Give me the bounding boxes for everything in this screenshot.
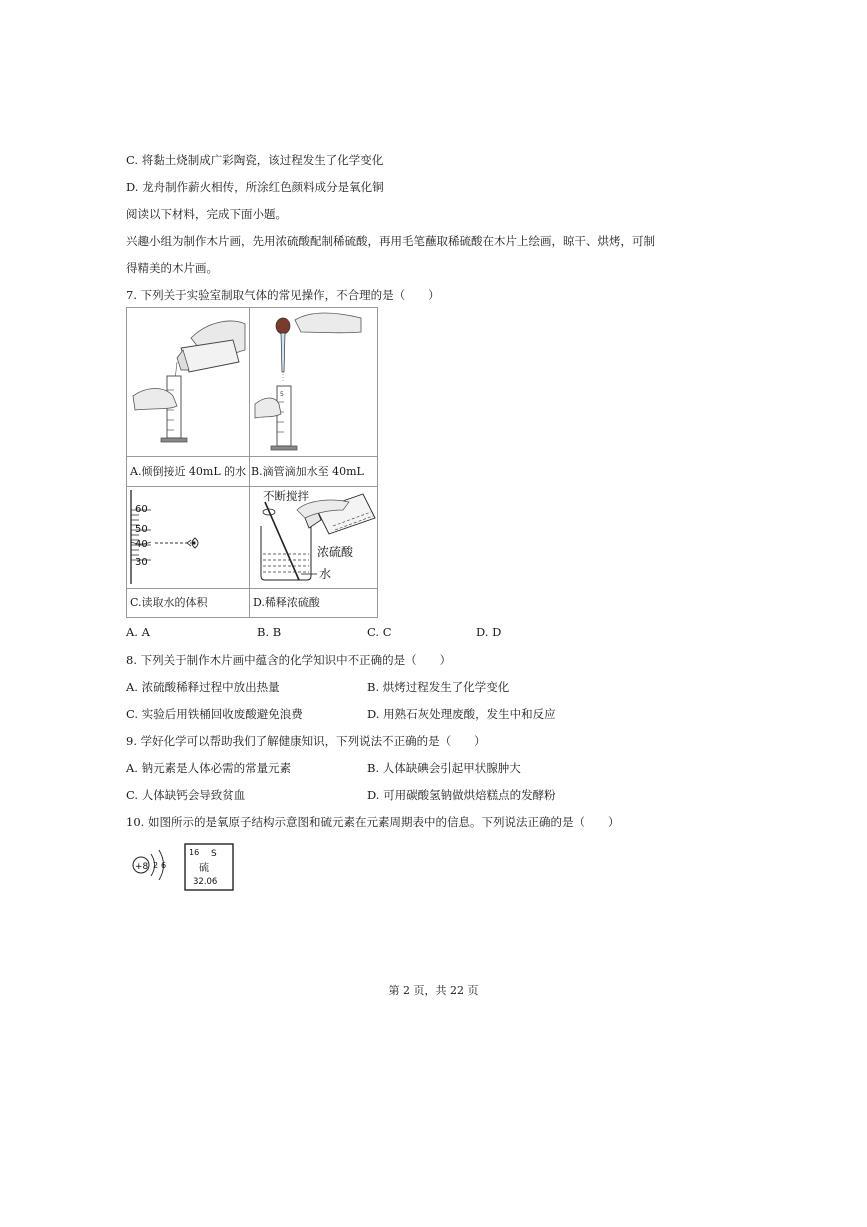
- q8-option-a: A. 浓硫酸稀释过程中放出热量: [126, 680, 280, 694]
- reading-volume-illustration: [129, 488, 247, 586]
- q8-option-b: B. 烘烤过程发生了化学变化: [367, 680, 510, 694]
- cylinder-mark: 5: [280, 391, 284, 398]
- nucleus-charge: +8: [135, 862, 149, 872]
- scale-label-30: 30: [135, 557, 148, 568]
- oxygen-atom-structure-diagram: [126, 848, 184, 892]
- caption-b: B.滴管滴加水至 40mL: [251, 465, 364, 478]
- element-symbol: S: [211, 849, 217, 859]
- question-7-figure: [126, 307, 378, 618]
- option-d-line: D. 龙舟制作薪火相传，所涂红色颜料成分是氧化铜: [126, 180, 384, 194]
- figure-divider-2: [127, 486, 377, 487]
- caption-c: C.读取水的体积: [130, 596, 208, 609]
- q8-option-d: D. 用熟石灰处理废酸，发生中和反应: [367, 707, 556, 721]
- atomic-number: 16: [189, 848, 200, 857]
- figure-divider-vertical: [249, 308, 250, 617]
- q9-option-d: D. 可用碳酸氢钠做烘焙糕点的发酵粉: [367, 788, 556, 802]
- pouring-water-illustration: [129, 310, 247, 454]
- q9-option-c: C. 人体缺钙会导致贫血: [126, 788, 246, 802]
- material-line-2: 得精美的木片画。: [126, 261, 218, 275]
- figure-divider-1: [127, 456, 377, 457]
- reading-intro: 阅读以下材料，完成下面小题。: [126, 207, 287, 221]
- scale-label-50: 50: [135, 524, 148, 535]
- figure-divider-3: [127, 588, 377, 589]
- element-name: 硫: [199, 863, 209, 874]
- sulfur-periodic-table-cell: [184, 843, 236, 893]
- atomic-mass: 32.06: [193, 877, 218, 887]
- page-footer: 第 2 页，共 22 页: [388, 984, 479, 997]
- q8-option-c: C. 实验后用铁桶回收废酸避免浪费: [126, 707, 303, 721]
- q7-option-b: B. B: [257, 625, 282, 639]
- q7-option-a: A. A: [126, 625, 150, 639]
- option-c-line: C. 将黏土烧制成广彩陶瓷，该过程发生了化学变化: [126, 153, 384, 167]
- question-10-stem: 10. 如图所示的是氧原子结构示意图和硫元素在元素周期表中的信息。下列说法正确的是（ ）: [126, 815, 620, 829]
- shell-2-electrons: 6: [161, 861, 167, 870]
- dropper-illustration: [251, 310, 375, 454]
- question-8-stem: 8. 下列关于制作木片画中蕴含的化学知识中不正确的是（ ）: [126, 653, 452, 667]
- question-9-stem: 9. 学好化学可以帮助我们了解健康知识，下列说法不正确的是（ ）: [126, 734, 486, 748]
- scale-label-40: 40: [135, 539, 148, 550]
- water-label: 水: [319, 567, 332, 581]
- question-7-stem: 7. 下列关于实验室制取气体的常见操作，不合理的是（ ）: [126, 288, 440, 302]
- caption-a: A.倾倒接近 40mL 的水: [130, 465, 247, 478]
- scale-label-60: 60: [135, 504, 148, 515]
- q7-option-d: D. D: [476, 625, 502, 639]
- caption-d: D.稀释浓硫酸: [253, 596, 320, 609]
- q7-option-c: C. C: [367, 625, 392, 639]
- q9-option-a: A. 钠元素是人体必需的常量元素: [126, 761, 292, 775]
- q9-option-b: B. 人体缺碘会引起甲状腺肿大: [367, 761, 521, 775]
- acid-label: 浓硫酸: [317, 545, 354, 559]
- stir-label: 不断搅拌: [263, 489, 309, 503]
- material-line-1: 兴趣小组为制作木片画，先用浓硫酸配制稀硫酸，再用毛笔蘸取稀硫酸在木片上绘画，晾干、烘烤，可制: [126, 234, 655, 248]
- shell-1-electrons: 2: [153, 861, 159, 870]
- diluting-acid-illustration: [251, 488, 377, 586]
